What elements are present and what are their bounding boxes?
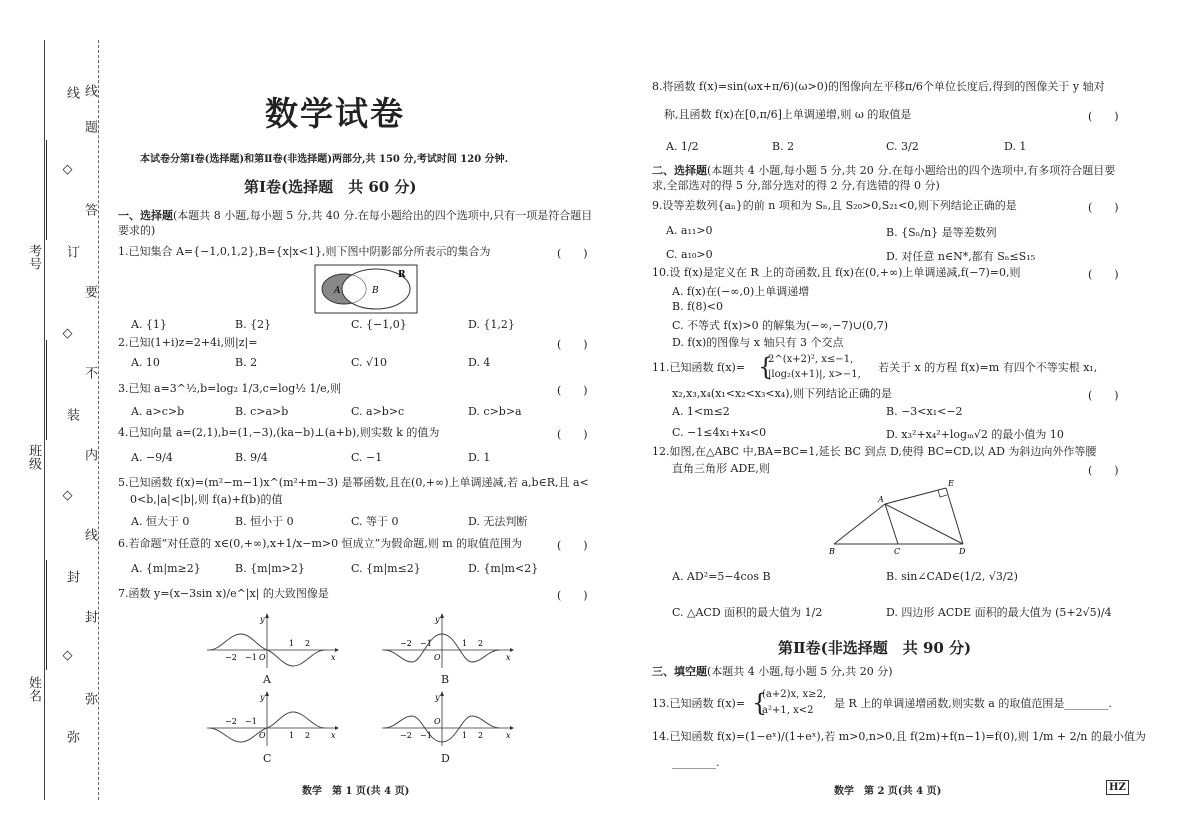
q11-option-a[interactable]: A. 1<m≤2 [672,405,730,418]
point-label-e: E [948,479,954,488]
q6-option-c[interactable]: C. {m|m≤2} [351,562,421,575]
q11-option-b[interactable]: B. −3<x₁<−2 [886,405,963,418]
q8-option-c[interactable]: C. 3/2 [886,140,919,153]
tick-label: x [506,653,511,662]
q10-option-c[interactable]: C. 不等式 f(x)>0 的解集为(−∞,−7)∪(0,7) [672,319,889,332]
tick-label: y [260,693,265,702]
outer-char: 封 [64,570,79,583]
answer-paren[interactable]: ( ) [1088,110,1119,123]
tick-label: O [259,731,266,740]
point-label-c: C [894,547,901,556]
tick-label: 1 [462,639,468,648]
part2-heading: 第Ⅱ卷(非选择题 共 90 分) [778,639,972,657]
question-12-line1: 12.如图,在△ABC 中,BA=BC=1,延长 BC 到点 D,使得 BC=CD,以 AD 为斜边向外作等腰 [652,445,1097,458]
q9-option-b[interactable]: B. {Sₙ/n} 是等差数列 [886,226,997,239]
section2-desc [652,163,1128,193]
exam-intro: 本试卷分第Ⅰ卷(选择题)和第Ⅱ卷(非选择题)两部分,共 150 分,考试时间 120 分钟. [140,154,509,165]
outer-char: 装 [64,408,79,421]
q7-graph-b [380,612,515,670]
footer-page1: 数学 第 1 页(共 4 页) [302,786,410,797]
venn-label-r: R [398,270,406,280]
q11-piece2: |log₂(x+1)|, x>−1, [768,369,861,380]
q1-option-a[interactable]: A. {1} [131,318,167,331]
q8-option-d[interactable]: D. 1 [1004,140,1027,153]
tick-label: y [435,693,440,702]
tick-label: y [260,615,265,624]
page-title: 数学试卷 [265,94,405,133]
section1-body: (本题共 8 小题,每小题 5 分,共 40 分.在每小题给出的四个选项中,只有一项是符合题目要求的) [118,209,593,237]
q7-graph-label-d[interactable]: D [441,752,450,765]
q6-option-b[interactable]: B. {m|m>2} [235,562,305,575]
question-6: 6.若命题“对任意的 x∈(0,+∞),x+1/x−m>0 恒成立”为假命题,则 m 的取值范围为 [118,537,523,550]
q7-graph-label-b[interactable]: B [441,673,450,686]
q13-piece2: a²+1, x<2 [762,705,814,716]
question-14-line1: 14.已知函数 f(x)=(1−eˣ)/(1+eˣ),若 m>0,n>0,且 f(2m)+f(n−1)=f(0),则 1/m + 2/n 的最小值为 [652,730,1146,743]
q13-piece1: (a+2)x, x≥2, [762,689,827,700]
venn-label-a: A [334,286,341,296]
question-3: 3.已知 a=3^½,b=log₂ 1/3,c=log½ 1/e,则 [118,382,342,395]
q11-option-d[interactable]: D. x₃²+x₄²+logₘ√2 的最小值为 10 [886,428,1064,441]
question-10: 10.设 f(x)是定义在 R 上的奇函数,且 f(x)在(0,+∞)上单调递减,f(−7)=0,则 [652,266,1021,279]
answer-paren[interactable]: ( ) [557,539,588,552]
q5-option-a[interactable]: A. 恒大于 0 [131,515,190,528]
q3-option-b[interactable]: B. c>a>b [235,405,289,418]
part1-heading: 第Ⅰ卷(选择题 共 60 分) [244,178,417,196]
field-banji-line[interactable] [46,340,48,440]
q7-graph-label-c[interactable]: C [263,752,272,765]
q2-option-c[interactable]: C. √10 [351,356,388,369]
field-kaohao-line[interactable] [46,140,48,240]
answer-paren[interactable]: ( ) [1088,201,1119,214]
q5-option-c[interactable]: C. 等于 0 [351,515,399,528]
question-14-line2[interactable]: ________. [672,756,720,769]
venn-label-b: B [372,286,379,296]
outer-char: 弥 [64,730,79,743]
question-11-line2: 若关于 x 的方程 f(x)=m 有四个不等实根 x₁, [878,361,1098,374]
q3-option-a[interactable]: A. a>c>b [131,405,185,418]
binding-line-inner [98,40,99,800]
tick-label: O [434,653,441,662]
q11-option-c[interactable]: C. −1≤4x₁+x₄<0 [672,426,767,439]
section1-head: 一、选择题 [118,209,173,222]
tick-label: 2 [305,639,311,648]
inner-char: 内 [82,448,97,461]
diamond-icon: ◇ [60,488,75,503]
label-banji: 班级 [26,444,41,470]
q4-option-d[interactable]: D. 1 [468,451,491,464]
tick-label: −2 [225,717,237,726]
tick-label: x [331,653,336,662]
q12-triangle-figure [826,476,976,558]
tick-label: 2 [478,731,484,740]
answer-paren[interactable]: ( ) [1088,268,1119,281]
tick-label: x [506,731,511,740]
question-4: 4.已知向量 a=(2,1),b=(1,−3),(ka−b)⊥(a+b),则实数 k 的值为 [118,426,440,439]
answer-paren[interactable]: ( ) [557,589,588,602]
inner-char: 线 [82,528,97,541]
q10-option-b[interactable]: B. f(8)<0 [672,300,723,313]
q7-graph-a [205,612,340,670]
inner-char: 要 [82,285,97,298]
q4-option-a[interactable]: A. −9/4 [131,451,173,464]
answer-paren[interactable]: ( ) [557,384,588,397]
inner-char: 答 [82,203,97,216]
point-label-a: A [878,495,884,504]
section1-desc [118,208,598,238]
footer-page2: 数学 第 2 页(共 4 页) [834,786,942,797]
point-label-d: D [959,547,966,556]
q12-option-c[interactable]: C. △ACD 面积的最大值为 1/2 [672,606,823,619]
question-11-line3: x₂,x₃,x₄(x₁<x₂<x₃<x₄),则下列结论正确的是 [672,387,893,400]
q1-option-b[interactable]: B. {2} [235,318,272,331]
section3-desc [652,664,1128,679]
tick-label: −1 [245,717,257,726]
question-2: 2.已知(1+i)z=2+4i,则|z|= [118,336,258,349]
section2-head: 二、选择题 [652,164,707,177]
q3-option-d[interactable]: D. c>b>a [468,405,522,418]
inner-char: 封 [82,610,97,623]
section3-head: 三、填空题 [652,665,707,678]
q2-option-d[interactable]: D. 4 [468,356,491,369]
inner-char: 题 [82,120,97,133]
section3-body: (本题共 4 小题,每小题 5 分,共 20 分) [707,665,893,678]
question-13-line2[interactable]: 是 R 上的单调递增函数,则实数 a 的取值范围是________. [834,697,1112,710]
q8-option-a[interactable]: A. 1/2 [666,140,699,153]
binding-line-outer [44,40,45,800]
question-11-line1: 11.已知函数 f(x)= [652,361,746,374]
q6-option-a[interactable]: A. {m|m≥2} [131,562,201,575]
diamond-icon: ◇ [60,648,75,663]
q3-option-c[interactable]: C. a>b>c [351,405,405,418]
tick-label: O [259,653,266,662]
outer-char: 线 [64,86,79,99]
question-7: 7.函数 y=(x−3sin x)/e^|x| 的大致图像是 [118,587,329,600]
venn-diagram [314,264,418,314]
tick-label: −2 [400,639,412,648]
tick-label: 1 [289,639,295,648]
tick-label: y [435,615,440,624]
q9-option-d[interactable]: D. 对任意 n∈N*,都有 Sₙ≤S₁₅ [886,250,1036,263]
inner-char: 线 [82,84,97,97]
inner-char: 不 [82,366,97,379]
outer-char: 订 [64,245,79,258]
q4-option-c[interactable]: C. −1 [351,451,383,464]
q2-option-b[interactable]: B. 2 [235,356,258,369]
q2-option-a[interactable]: A. 10 [131,356,160,369]
answer-paren[interactable]: ( ) [1088,464,1119,477]
q10-option-a[interactable]: A. f(x)在(−∞,0)上单调递增 [672,285,810,298]
field-xingming-line[interactable] [46,560,48,670]
tick-label: 1 [289,731,295,740]
q9-option-c[interactable]: C. a₁₀>0 [666,248,713,261]
diamond-icon: ◇ [60,162,75,177]
q7-graph-label-a[interactable]: A [263,673,271,686]
answer-paren[interactable]: ( ) [1088,389,1119,402]
q5-option-b[interactable]: B. 恒小于 0 [235,515,294,528]
q12-option-b[interactable]: B. sin∠CAD∈(1/2, √3/2) [886,570,1018,583]
q8-option-b[interactable]: B. 2 [772,140,795,153]
question-8-line2: 称,且函数 f(x)在[0,π/6]上单调递增,则 ω 的取值是 [664,108,912,121]
answer-paren[interactable]: ( ) [557,247,588,260]
tick-label: 1 [462,731,468,740]
question-8-line1: 8.将函数 f(x)=sin(ωx+π/6)(ω>0)的图像向左平移π/6个单位长度后,得到的图像关于 y 轴对 [652,80,1105,93]
q9-option-a[interactable]: A. a₁₁>0 [666,224,713,237]
label-xingming: 姓名 [26,676,41,702]
label-kaohao: 考号 [26,244,41,270]
q4-option-b[interactable]: B. 9/4 [235,451,268,464]
q5-option-d[interactable]: D. 无法判断 [468,515,528,528]
tick-label: 2 [478,639,484,648]
question-5-line1: 5.已知函数 f(x)=(m²−m−1)x^(m²+m−3) 是幂函数,且在(0,+∞)上单调递减,若 a,b∈R,且 a< [118,476,589,489]
q12-option-d[interactable]: D. 四边形 ACDE 面积的最大值为 (5+2√5)/4 [886,606,1112,619]
q1-option-d[interactable]: D. {1,2} [468,318,515,331]
tick-label: −2 [225,653,237,662]
question-13-line1: 13.已知函数 f(x)= [652,697,746,710]
tick-label: −2 [400,731,412,740]
inner-char: 弥 [82,692,97,705]
section2-body: (本题共 4 小题,每小题 5 分,共 20 分.在每小题给出的四个选项中,有多项符合题目要求,全部选对的得 5 分,部分选对的得 2 分,有选错的得 0 分) [652,164,1116,192]
question-9: 9.设等差数列{aₙ}的前 n 项和为 Sₙ,且 S₂₀>0,S₂₁<0,则下列结论正确的是 [652,199,1017,212]
question-1: 1.已知集合 A={−1,0,1,2},B={x|x<1},则下图中阴影部分所表示的集合为 [118,245,491,258]
answer-paren[interactable]: ( ) [557,428,588,441]
question-12-line2: 直角三角形 ADE,则 [672,462,770,475]
q13-brace: { [752,689,768,717]
tick-label: −1 [245,653,257,662]
diamond-icon: ◇ [60,326,75,341]
tick-label: 2 [305,731,311,740]
answer-paren[interactable]: ( ) [557,338,588,351]
tick-label: −1 [420,731,432,740]
tick-label: x [331,731,336,740]
q10-option-d[interactable]: D. f(x)的图像与 x 轴只有 3 个交点 [672,336,844,349]
hz-badge: HZ [1106,780,1129,795]
q12-option-a[interactable]: A. AD²=5−4cos B [672,570,771,583]
q7-graph-c [205,690,340,748]
q6-option-d[interactable]: D. {m|m<2} [468,562,539,575]
question-5-line2: 0<b,|a|<|b|,则 f(a)+f(b)的值 [130,493,283,506]
tick-label: −1 [420,639,432,648]
point-label-b: B [829,547,835,556]
q11-brace: { [758,353,774,381]
q1-option-c[interactable]: C. {−1,0} [351,318,407,331]
tick-label: O [434,717,441,726]
q11-piece1: 2^(x+2)², x≤−1, [768,354,854,365]
q7-graph-d [380,690,515,748]
